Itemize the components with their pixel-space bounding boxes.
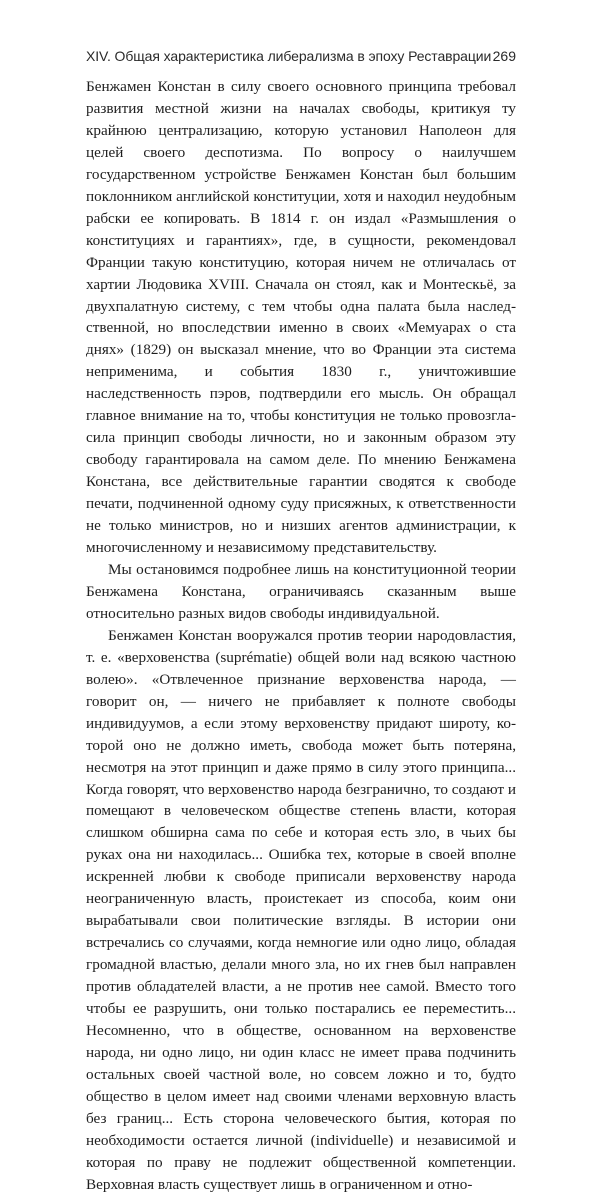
paragraph-2: Мы остановимся подробнее лишь на конституционной теории Бенжамена Констана, ограничиваясь сказанным выше относительно разных видов свободы индивидуальной. — [86, 560, 516, 622]
body-text — [86, 76, 516, 1196]
paragraph-3: Бенжамен Констан вооружался против теории народовластия, т. е. «верховенства (suprématie) общей воли над всякою частною волею». «Отвлеченное признание верховенства народа, — говорит он, — ничего не прибавляет к полноте свободы индивидуумов, а если этому верховенству придают широту, которой оно не должно иметь, свобода может быть потеряна, несмотря на этот принцип и даже прямо в силу этого принципа... Когда говорят, что верховенство народа безгранично, то создают и помещают в человеческом обществе степень власти, которая слишком обширна сама по себе и которая есть зло, в чьих бы руках она ни находилась... Ошибка тех, которые в своей вполне искренней любви к свободе приписали верховенству народа неограниченную власть, проистекает из способа, коим они вырабатывали свои политические взгляды. В истории они встречались со случаями, когда немногие или одно лицо, обладая громадной властью, делали много зла, но их гнев был направлен против обладателей власти, а не против нее самой. Вместо того чтобы ее разрушить, они только постарались ее переместить... Несомненно, что в обществе, основанном на верховенстве народа, ни одно лицо, ни один класс не имеет права подчинить остальных своей частной воле, но совсем ложно и то, будто общество в целом имеет над своими членами верховную власть без границ... Есть сторона человеческого бытия, которая по необходимости остается личной (individuelle) и независимой и которая по праву не подлежит общественной компетенции. Верховная власть существует лишь в ограниченном и отно- — [86, 626, 516, 1193]
paragraph-1: Бенжамен Констан в силу своего основного принципа требовал развития местной жизни на началах свободы, критикуя ту крайнюю централизацию, которую установил Наполеон для целей своего деспотизма. По вопросу о наилучшем государственном устройстве Бенжамен Констан был большим поклонником английской конституции, хотя и находил неудобным рабски ее копировать. В 1814 г. он издал «Размышления о конституциях и гарантиях», где, в сущности, рекомендовал Франции такую конституцию, которая ничем не отличалась от хартии Людовика XVIII. Сначала он стоял, как и Монтескьё, за двухпалатную систему, с тем чтобы одна палата была наследственной, но впоследствии именно в своих «Мемуарах о ста днях» (1829) он высказал мнение, что во Франции эта система неприменима, и события 1830 г., уничтожившие наследственность пэров, подтвердили его мысль. Он обращал главное внимание на то, чтобы конституция не только провозгласила принцип свободы личности, но и законным образом эту свободу гарантировала на самом деле. По мнению Бенжамена Констана, все действительные гарантии сводятся к свободе печати, подчиненной одному суду присяжных, к ответственности не только министров, но и низших агентов администрации, к многочисленному и независимому представительству. — [86, 78, 516, 557]
page-number: 269 — [492, 48, 516, 64]
chapter-title: XIV. Общая характеристика либерализма в эпоху Реставрации — [86, 48, 492, 64]
running-head — [86, 48, 516, 64]
